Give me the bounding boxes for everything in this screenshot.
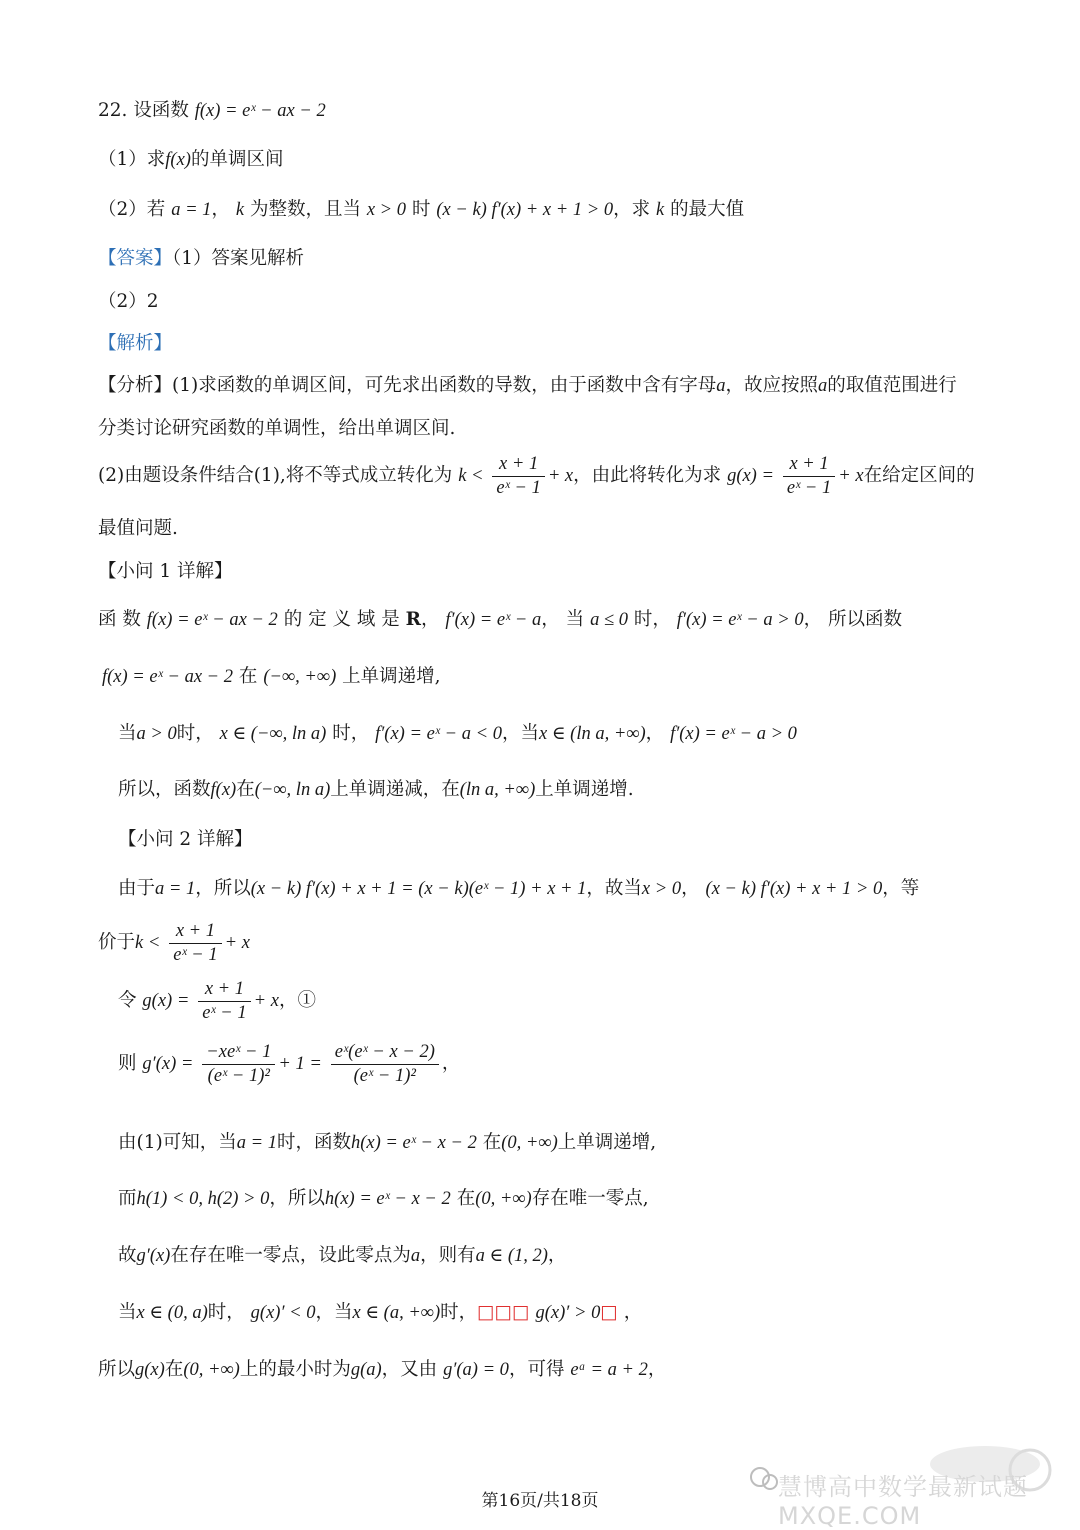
answer-block: 【答案】（1）答案见解析: [98, 248, 305, 269]
analysis-line-2: 分类讨论研究函数的单调性，给出单调区间.: [98, 418, 456, 439]
fraction: $\frac{x + 1}{\text{eˣ − 1}}$: [492, 455, 544, 497]
answer-tag: 【答案】: [98, 248, 173, 269]
sub2-line-5: 由(1)可知，当a = 1时，函数h(x) = eˣ − x − 2 在(0, +∞)上单调递增,: [118, 1132, 657, 1153]
missing-glyph-marker: □□□: [477, 1302, 530, 1323]
sub1-line-2: f(x) = eˣ − ax − 2 在 (−∞, +∞) 上单调递增,: [102, 666, 441, 687]
solution-tag: 【解析】: [98, 333, 173, 354]
sub2-line-8: 当x ∈ (0, a)时， g(x)′ < 0，当x ∈ (a, +∞)时，□□□ g(x)′ > 0□ ，: [118, 1302, 643, 1323]
fraction: $\frac{x + 1}{\text{eˣ − 1}}$: [169, 922, 221, 964]
sub1-line-4: 所以，函数f(x)在(−∞, ln a)上单调递减，在(ln a, +∞)上单调递增.: [118, 779, 634, 800]
sub2-title: 【小问 2 详解】: [118, 829, 253, 850]
sub1-line-3: 当a > 0时， x ∈ (−∞, ln a) 时， f′(x) = eˣ − a < 0，当x ∈ (ln a, +∞)， f′(x) = eˣ − a > 0: [118, 723, 797, 744]
problem-number: 22.: [98, 100, 128, 121]
sub1-title: 【小问 1 详解】: [98, 561, 233, 582]
part-2-question: （2）若 a = 1， k 为整数，且当 x > 0 时 (x − k) f′(x) + x + 1 > 0，求 k 的最大值: [98, 199, 745, 220]
sub2-line-7: 故g′(x)在存在唯一零点，设此零点为a，则有a ∈ (1, 2)，: [118, 1245, 567, 1266]
missing-glyph-marker: □: [600, 1302, 618, 1323]
sub2-line-4: 则 g′(x) = $\frac{\text{−xeˣ − 1}}{\text{(eˣ − 1)²}}$ + 1 = $\frac{\text{eˣ(eˣ − x − 2)}}{\text{(eˣ − 1)²}}$ ，: [118, 1042, 461, 1086]
fraction: $\frac{\text{−xeˣ − 1}}{\text{(eˣ − 1)²}}$: [202, 1043, 275, 1085]
analysis-line-1: 【分析】(1)求函数的单调区间，可先求出函数的导数，由于函数中含有字母a，故应按照a的取值范围进行: [98, 375, 957, 396]
analysis-line-3: (2)由题设条件结合(1),将不等式成立转化为 k < $\frac{x + 1}{\text{eˣ − 1}}$ + x，由此将转化为求 g(x) = $\frac{x + 1}{\text{eˣ − 1}}$ + x在给定区间的: [98, 454, 975, 498]
problem-stem: 22. 设函数 f(x) = eˣ − ax − 2: [98, 100, 326, 121]
function-formula: f(x) = eˣ − ax − 2: [194, 101, 326, 121]
answer-part-2: （2）2: [98, 291, 159, 312]
sub1-line-1: 函 数 f(x) = eˣ − ax − 2 的 定 义 域 是 R， f′(x) = eˣ − a， 当 a ≤ 0 时， f′(x) = eˣ − a > 0， 所以函数: [98, 609, 903, 630]
page-number: 第16页/共18页: [481, 1491, 599, 1511]
watermark-text: 慧博高中数学最新试题 MXQE.COM: [778, 1473, 1028, 1530]
part-1-question: （1）求f(x)的单调区间: [98, 149, 284, 170]
sub2-line-1: 由于a = 1，所以(x − k) f′(x) + x + 1 = (x − k)(eˣ − 1) + x + 1，故当x > 0， (x − k) f′(x) + x + 1 > 0，等: [118, 878, 920, 899]
fraction: $\frac{\text{eˣ(eˣ − x − 2)}}{\text{(eˣ − 1)²}}$: [331, 1043, 439, 1085]
fraction: $\frac{x + 1}{\text{eˣ − 1}}$: [198, 980, 250, 1022]
sub2-line-9: 所以g(x)在(0, +∞)上的最小时为g(a)，又由 g′(a) = 0，可得 eᵃ = a + 2，: [98, 1359, 667, 1380]
sub2-line-2: 价于k < $\frac{x + 1}{\text{eˣ − 1}}$ + x: [98, 921, 250, 965]
sub2-line-6: 而h(1) < 0, h(2) > 0，所以h(x) = eˣ − x − 2 在(0, +∞)存在唯一零点,: [118, 1188, 649, 1209]
analysis-line-4: 最值问题.: [98, 518, 178, 539]
sub2-line-3: 令 g(x) = $\frac{x + 1}{\text{eˣ − 1}}$ + x，①: [118, 979, 316, 1023]
fraction: $\frac{x + 1}{\text{eˣ − 1}}$: [783, 455, 835, 497]
